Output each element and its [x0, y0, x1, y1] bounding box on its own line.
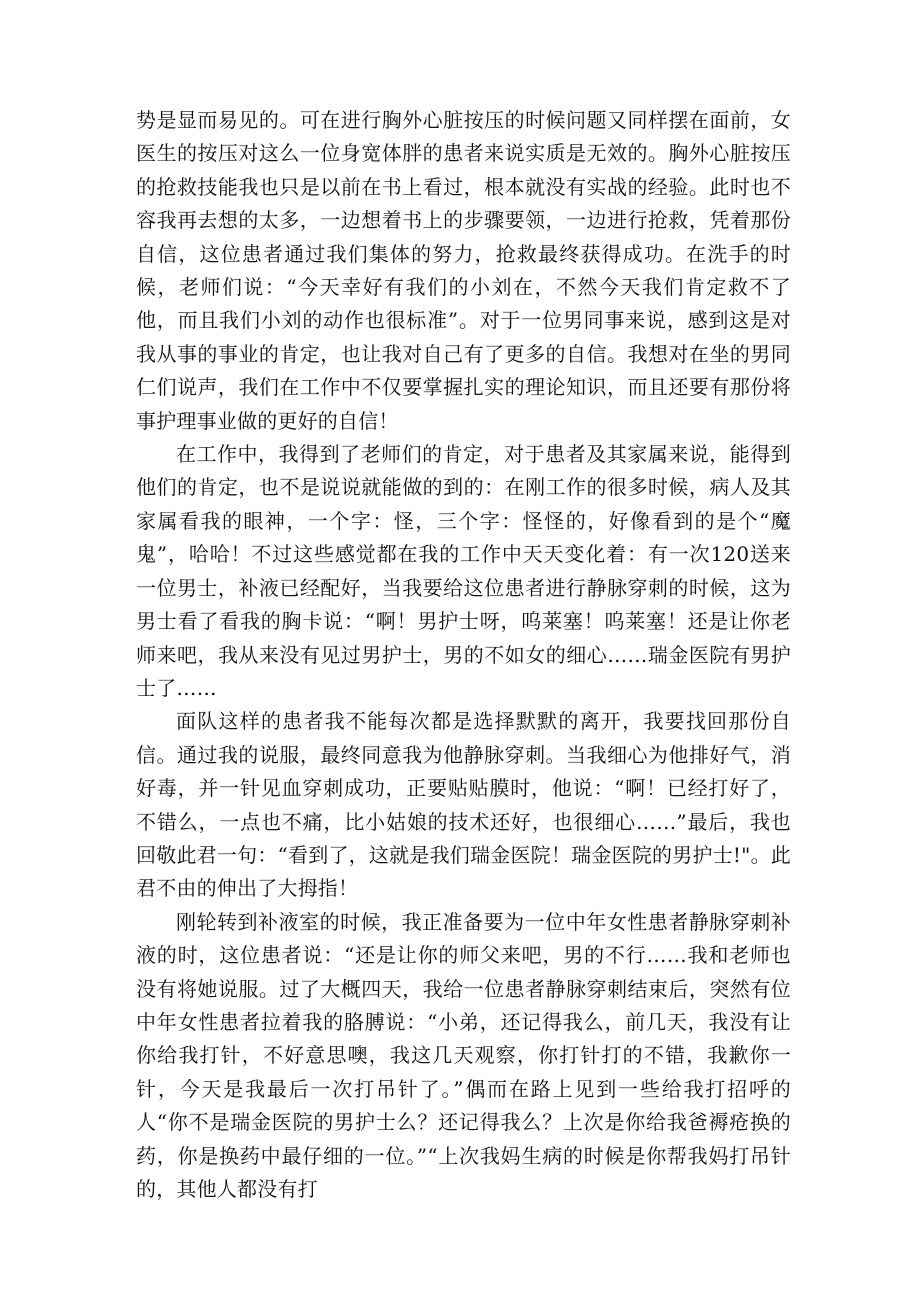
paragraph-4: 刚轮转到补液室的时候，我正准备要为一位中年女性患者静脉穿刺补液的时，这位患者说：“还是让你的师父来吧，男的不行……我和老师也没有将她说服。过了大概四天，我给一位患者静脉穿刺结束后，突然有位中年女性患者拉着我的胳膊说：“小弟，还记得我么，前几天，我没有让你给我打针，不好意思噢，我这几天观察，你打针打的不错，我歉你一针，今天是我最后一次打吊针了。”偶而在路上见到一些给我打招呼的人“你不是瑞金医院的男护士么？还记得我么？上次是你给我爸褥疮换的药，你是换药中最仔细的一位。”“上次我妈生病的时候是你帮我妈打吊针的，其他人都没有打: [136, 909, 791, 1201]
paragraph-2: 在工作中，我得到了老师们的肯定，对于患者及其家属来说，能得到他们的肯定，也不是说说就能做的到的：在刚工作的很多时候，病人及其家属看我的眼神，一个字：怪，三个字：怪怪的，好像看到的是个“魔鬼”，哈哈！不过这些感觉都在我的工作中天天变化着：有一次120送来一位男士，补液已经配好，当我要给这位患者进行静脉穿刺的时候，这为男士看了看我的胸卡说：“啊！男护士呀，呜莱塞！呜莱塞！还是让你老师来吧，我从来没有见过男护士，男的不如女的细心……瑞金医院有男护士了……: [136, 442, 791, 700]
paragraph-1: 势是显而易见的。可在进行胸外心脏按压的时候问题又同样摆在面前，女医生的按压对这么一位身宽体胖的患者来说实质是无效的。胸外心脏按压的抢救技能我也只是以前在书上看过，根本就没有实战的经验。此时也不容我再去想的太多，一边想着书上的步骤要领，一边进行抢救，凭着那份自信，这位患者通过我们集体的努力，抢救最终获得成功。在洗手的时候，老师们说：“今天幸好有我们的小刘在，不然今天我们肯定救不了他，而且我们小刘的动作也很标准”。对于一位男同事来说，感到这是对我从事的事业的肯定，也让我对自己有了更多的自信。我想对在坐的男同仁们说声，我们在工作中不仅要掌握扎实的理论知识，而且还要有那份将事护理事业做的更好的自信！: [136, 108, 791, 433]
document-body: [136, 104, 791, 1206]
paragraph-3: 面队这样的患者我不能每次都是选择默默的离开，我要找回那份自信。通过我的说服，最终同意我为他静脉穿刺。当我细心为他排好气，消好毒，并一针见血穿刺成功，正要贴贴膜时，他说：“啊！已经打好了，不错么，一点也不痛，比小姑娘的技术还好，也很细心……”最后，我也回敬此君一句：“看到了，这就是我们瑞金医院！瑞金医院的男护士!"。此君不由的伸出了大拇指！: [136, 709, 791, 901]
